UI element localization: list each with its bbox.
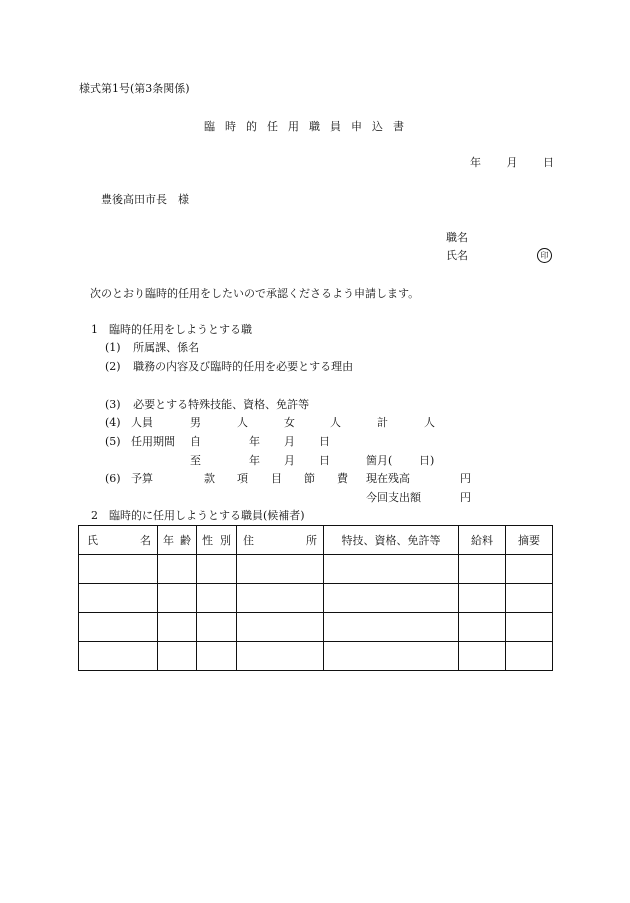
form-label: 様式第1号(第3条関係) xyxy=(79,82,190,95)
title-char: 職 xyxy=(309,120,320,133)
title-char: 申 xyxy=(351,120,362,133)
item6-label: 予算 xyxy=(131,472,153,485)
date-month: 月 xyxy=(506,156,518,169)
title-char: 書 xyxy=(393,120,404,133)
col-age: 年 齢 xyxy=(158,526,197,555)
col-address: 住 所 xyxy=(237,526,324,555)
item5-label: 任用期間 xyxy=(131,435,175,448)
item5-month: 月 xyxy=(284,435,295,448)
item5-to: 至 xyxy=(190,454,201,467)
table-header-row xyxy=(79,526,553,555)
candidate-table xyxy=(78,525,553,671)
item5-months: 箇月( xyxy=(366,454,393,467)
table-row xyxy=(79,584,553,613)
item6-num: (6) xyxy=(105,472,121,485)
item6-hi: 費 xyxy=(337,472,348,485)
item4-person: 人 xyxy=(330,416,341,429)
title-char: 的 xyxy=(246,120,257,133)
item2 xyxy=(105,361,353,372)
item-text: 職務の内容及び臨時的任用を必要とする理由 xyxy=(133,360,354,373)
date-day: 日 xyxy=(543,156,554,169)
document-title xyxy=(204,121,404,132)
intro-text: 次のとおり臨時的任用をしたいので承認くださるよう申請します。 xyxy=(90,287,420,300)
title-char: 員 xyxy=(330,120,341,133)
section2-heading: 2 臨時的に任用しようとする職員(候補者) xyxy=(91,509,305,522)
table-row xyxy=(79,642,553,671)
section1-heading: 1 臨時的任用をしようとする職 xyxy=(91,323,252,336)
item-num: (3) xyxy=(105,398,121,411)
item5-month: 月 xyxy=(284,454,295,467)
applicant-name-label: 氏名 xyxy=(446,249,468,262)
item4-female: 女 xyxy=(284,416,295,429)
item3 xyxy=(105,399,309,410)
title-char: 時 xyxy=(225,120,236,133)
item6-moku: 目 xyxy=(271,472,282,485)
seal-mark xyxy=(537,248,552,263)
item5-num: (5) xyxy=(105,435,121,448)
title-char: 任 xyxy=(267,120,278,133)
item4-person: 人 xyxy=(237,416,248,429)
title-char: 用 xyxy=(288,120,299,133)
col-skills: 特技、資格、免許等 xyxy=(324,526,459,555)
date-year: 年 xyxy=(470,156,481,169)
item6-yen: 円 xyxy=(460,491,471,504)
item5-year: 年 xyxy=(249,454,260,467)
item6-yen: 円 xyxy=(460,472,471,485)
item6-balance: 現在残高 xyxy=(366,472,410,485)
item6-expense: 今回支出額 xyxy=(366,491,421,504)
item6-kan: 款 xyxy=(204,472,215,485)
applicant-post-label: 職名 xyxy=(446,231,468,244)
item5-days: 日) xyxy=(419,454,435,467)
item4-total: 計 xyxy=(377,416,388,429)
item-text: 所属課、係名 xyxy=(133,341,200,354)
title-char: 込 xyxy=(372,120,383,133)
item4-male: 男 xyxy=(190,416,201,429)
item4-label: 人員 xyxy=(131,416,153,429)
date-line xyxy=(470,157,554,168)
item5-day: 日 xyxy=(319,454,330,467)
table-row xyxy=(79,613,553,642)
addressee: 豊後高田市長 様 xyxy=(101,193,189,206)
item5-year: 年 xyxy=(249,435,260,448)
item-num: (2) xyxy=(105,360,121,373)
col-remarks: 摘要 xyxy=(506,526,553,555)
item6-kou: 項 xyxy=(237,472,248,485)
seal-icon: 印 xyxy=(537,248,552,263)
col-salary: 給料 xyxy=(459,526,506,555)
item-text: 必要とする特殊技能、資格、免許等 xyxy=(133,398,310,411)
table-row xyxy=(79,555,553,584)
item1 xyxy=(105,342,199,353)
item5-from: 自 xyxy=(190,435,201,448)
item4-person: 人 xyxy=(424,416,435,429)
col-sex: 性 別 xyxy=(197,526,237,555)
item5-day: 日 xyxy=(319,435,330,448)
item6-setsu: 節 xyxy=(304,472,315,485)
col-name: 氏 名 xyxy=(79,526,158,555)
item4-num: (4) xyxy=(105,416,121,429)
title-char: 臨 xyxy=(204,120,215,133)
item-num: (1) xyxy=(105,341,121,354)
